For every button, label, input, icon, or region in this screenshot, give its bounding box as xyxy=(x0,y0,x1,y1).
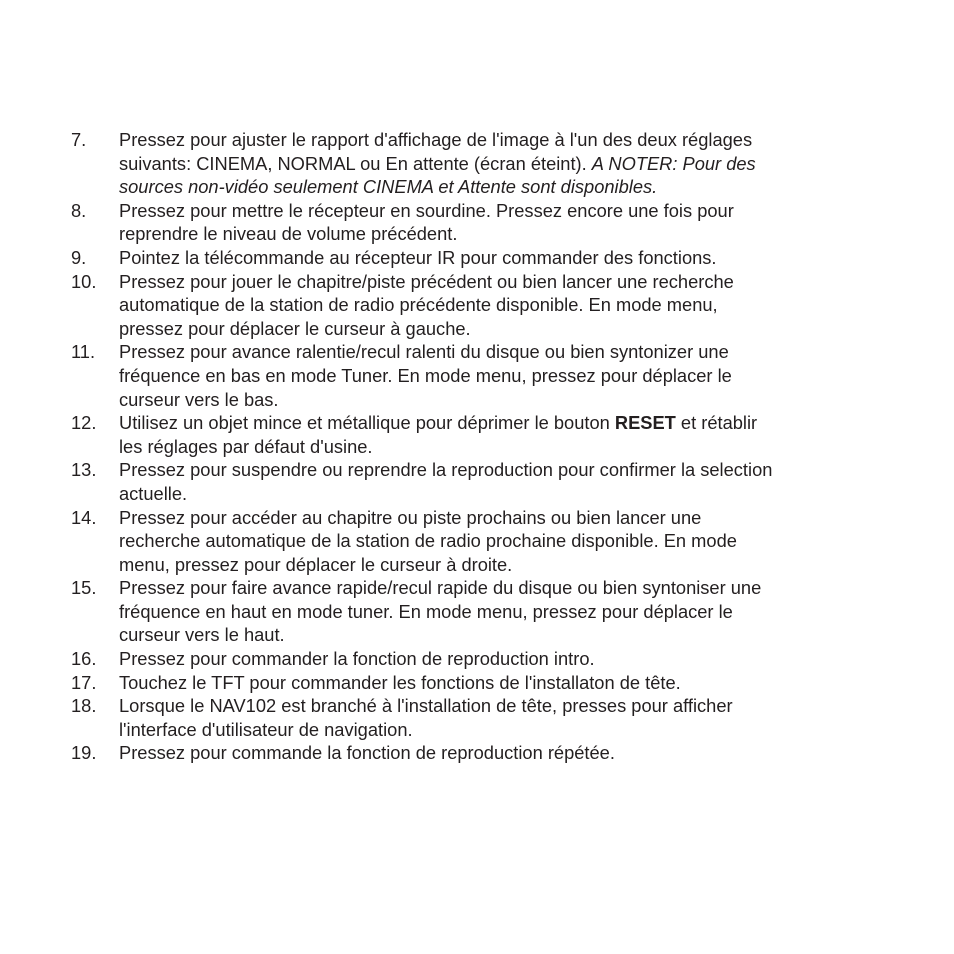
list-item xyxy=(71,741,891,765)
item-text: Pressez pour jouer le chapitre/piste précédent ou bien lancer une recherche automatique de la station de radio précédente disponible. En mode menu, pressez pour déplacer le curseur à gauche. xyxy=(119,270,734,339)
list-item xyxy=(71,576,891,647)
item-number: 8. xyxy=(71,199,87,221)
list-item xyxy=(71,128,891,199)
instruction-list xyxy=(71,128,891,765)
item-number: 17. xyxy=(71,671,97,693)
item-number: 10. xyxy=(71,270,97,292)
list-item xyxy=(71,458,891,505)
list-item xyxy=(71,694,891,741)
item-text: Pressez pour commander la fonction de reproduction intro. xyxy=(119,648,595,670)
list-item xyxy=(71,671,891,695)
item-text: Pressez pour avance ralentie/recul ralenti du disque ou bien syntonizer une fréquence en bas en mode Tuner. En mode menu, pressez pour déplacer le curseur vers le bas. xyxy=(119,341,732,410)
note-text: sources non-vidéo seulement CINEMA et Attente sont disponibles. xyxy=(119,176,658,198)
item-text: Pressez pour ajuster le rapport d'affichage de l'image à l'un des deux réglages suivants: CINEMA, NORMAL ou En attente (écran éteint). A NOTER: Pour des sources non-vidéo seulement CINEMA et Attente sont disponibles. xyxy=(119,129,756,198)
item-number: 15. xyxy=(71,577,97,599)
item-number: 9. xyxy=(71,246,87,268)
item-number: 12. xyxy=(71,412,97,434)
item-number: 11. xyxy=(71,341,96,363)
list-item xyxy=(71,647,891,671)
item-number: 16. xyxy=(71,648,97,670)
list-item xyxy=(71,270,891,341)
item-number: 14. xyxy=(71,506,97,528)
item-text: Pressez pour accéder au chapitre ou piste prochains ou bien lancer une recherche automatique de la station de radio prochaine disponible. En mode menu, pressez pour déplacer le curseur à droite. xyxy=(119,506,737,575)
list-item xyxy=(71,340,891,411)
item-text: Touchez le TFT pour commander les fonctions de l'installaton de tête. xyxy=(119,671,681,693)
item-text: Pressez pour commande la fonction de reproduction répétée. xyxy=(119,742,615,764)
note-text: A NOTER: Pour des xyxy=(591,152,756,174)
item-text: Pointez la télécommande au récepteur IR pour commander des fonctions. xyxy=(119,246,717,268)
item-number: 19. xyxy=(71,742,97,764)
item-number: 7. xyxy=(71,129,87,150)
item-number: 13. xyxy=(71,459,97,481)
list-item xyxy=(71,411,891,458)
list-item xyxy=(71,506,891,577)
item-number: 18. xyxy=(71,695,97,717)
reset-label: RESET xyxy=(614,412,676,434)
item-text: Pressez pour suspendre ou reprendre la reproduction pour confirmer la selection actuelle. xyxy=(119,459,773,504)
list-item xyxy=(71,199,891,246)
item-text: Lorsque le NAV102 est branché à l'installation de tête, presses pour afficher l'interface d'utilisateur de navigation. xyxy=(119,695,733,740)
list-item xyxy=(71,246,891,270)
item-text: Utilisez un objet mince et métallique pour déprimer le bouton RESET et rétablir les réglages par défaut d'usine. xyxy=(119,412,758,457)
item-text: Pressez pour mettre le récepteur en sourdine. Pressez encore une fois pour reprendre le niveau de volume précédent. xyxy=(119,199,734,245)
item-text: Pressez pour faire avance rapide/recul rapide du disque ou bien syntoniser une fréquence en haut en mode tuner. En mode menu, pressez pour déplacer le curseur vers le haut. xyxy=(119,577,762,646)
